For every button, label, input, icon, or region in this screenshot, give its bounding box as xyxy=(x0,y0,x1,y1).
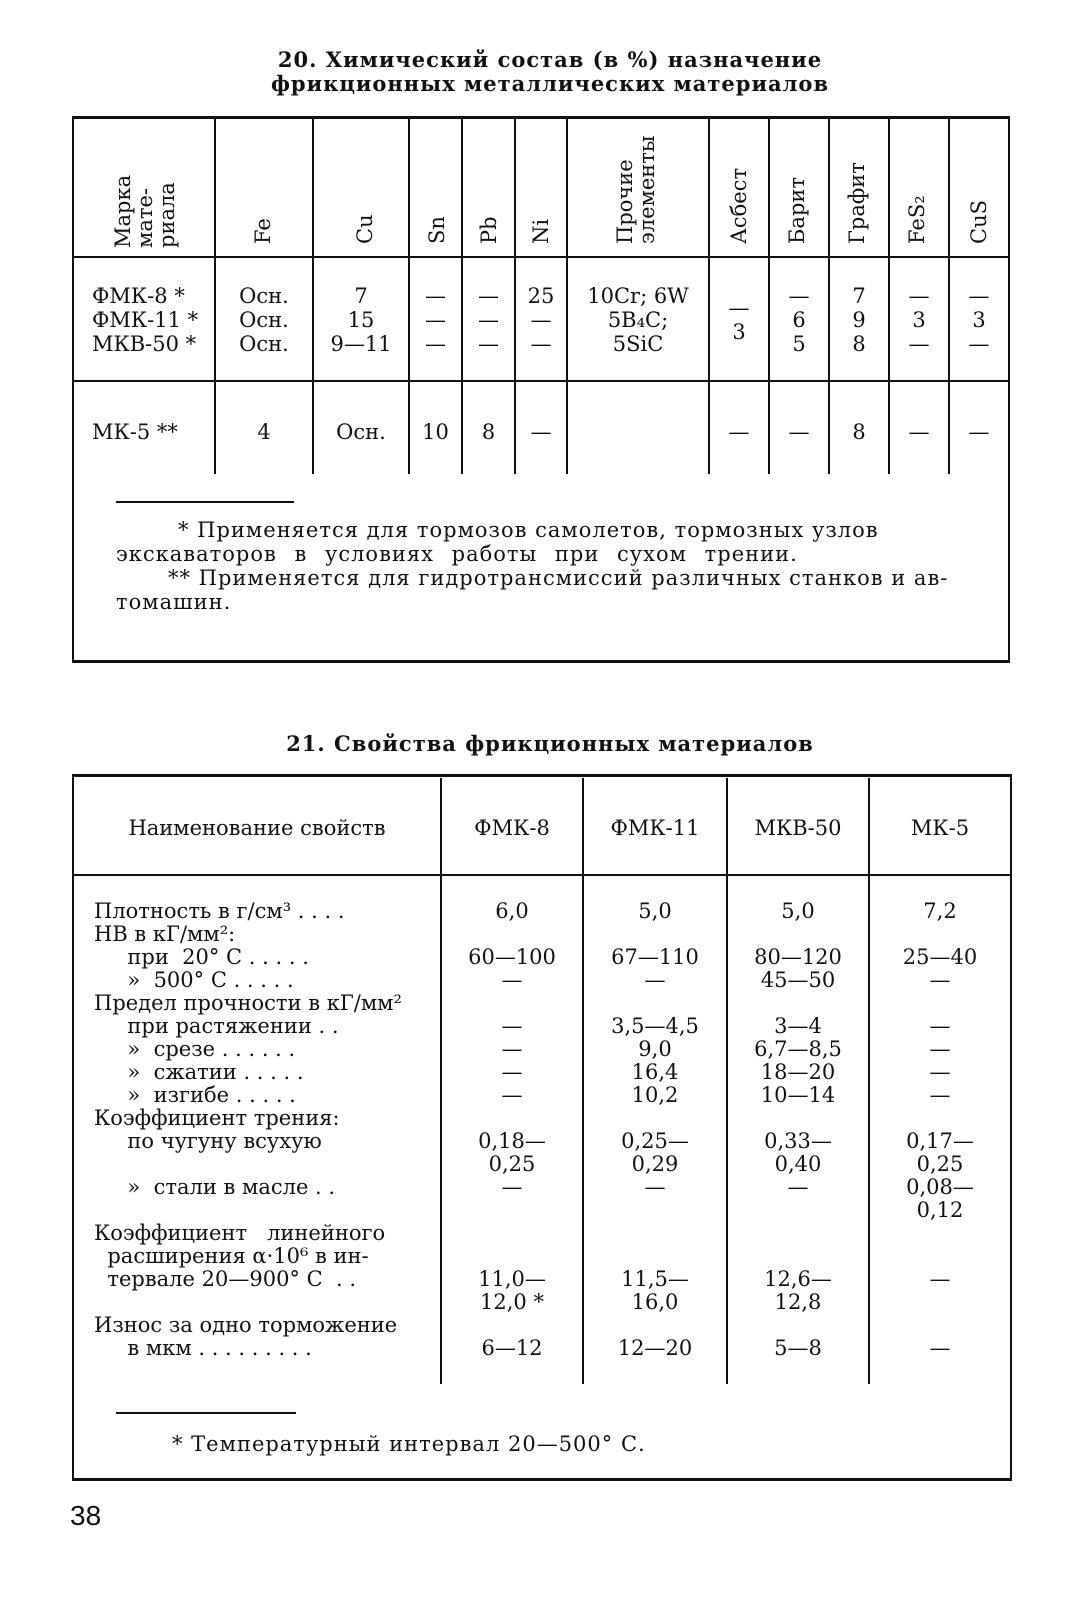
header-brand: Марка мате- риала xyxy=(111,174,179,248)
footnote2-line2: томашин. xyxy=(116,590,232,614)
group2-barit: — xyxy=(788,420,810,444)
header-fes2: FeS₂ xyxy=(905,195,929,244)
header-cus: CuS xyxy=(967,200,991,244)
values-fmk11: 5,0 67—110 — 3,5—4,5 9,0 16,4 10,2 0,25— 0,29 — 11,5— 16,0 12—20 xyxy=(611,899,699,1360)
group1-barit: — 6 5 xyxy=(788,284,810,356)
group1-cu: 7 15 9—11 xyxy=(330,284,392,356)
header-asbest: Асбест xyxy=(727,167,751,244)
group1-asbest: — 3 xyxy=(728,296,750,344)
group2-asbest: — xyxy=(728,420,750,444)
group1-grafit: 7 9 8 xyxy=(852,284,866,356)
footnote1-line1: * Применяется для тормозов самолетов, тормозных узлов xyxy=(178,518,879,542)
header-ni: Ni xyxy=(529,218,553,244)
group2-cus: — xyxy=(968,420,990,444)
group1-cus: — 3 — xyxy=(968,284,990,356)
header-fmk11: ФМК-11 xyxy=(610,816,700,840)
footnote21-rule xyxy=(116,1412,296,1414)
page-number: 38 xyxy=(70,1500,102,1531)
group1-sn: — — — xyxy=(425,284,446,356)
group2-fes2: — xyxy=(908,420,930,444)
header-barit: Барит xyxy=(785,176,809,244)
group2-pb: 8 xyxy=(481,420,496,444)
values-mkv50: 5,0 80—120 45—50 3—4 6,7—8,5 18—20 10—14 0,33— 0,40 — 12,6— 12,8 5—8 xyxy=(754,899,842,1360)
group2-ni: — xyxy=(530,420,552,444)
header-grafit: Графит xyxy=(845,162,869,244)
group1-other: 10Cr; 6W 5B₄C; 5SiC xyxy=(587,284,689,356)
header-fmk8: ФМК-8 xyxy=(474,816,550,840)
group2-fe: 4 xyxy=(257,420,271,444)
table20-title-line2: фрикционных металлических материалов xyxy=(270,71,830,96)
values-mk5: 7,2 25—40 — — — — — 0,17— 0,25 0,08— 0,12 — — xyxy=(902,899,978,1360)
group2-grafit: 8 xyxy=(852,420,866,444)
group1-fe: Осн. Осн. Осн. xyxy=(239,284,289,356)
header-cu: Cu xyxy=(353,214,377,244)
group1-pb: — — — xyxy=(478,284,499,356)
header-pb: Pb xyxy=(477,216,501,244)
group1-brand: ФМК-8 * ФМК-11 * МКВ-50 * xyxy=(92,284,199,356)
table21-title: 21. Свойства фрикционных материалов xyxy=(286,731,814,756)
header-mkv50: МКВ-50 xyxy=(754,816,842,840)
group1-fes2: — 3 — xyxy=(908,284,930,356)
group2-cu: Осн. xyxy=(336,420,386,444)
header-sn: Sn xyxy=(425,216,449,244)
header-mk5: МК-5 xyxy=(910,816,970,840)
header-property-name: Наименование свойств xyxy=(128,816,386,840)
table20-title-line1: 20. Химический состав (в %) назначение xyxy=(277,47,823,72)
property-names: Плотность в г/см³ . . . . HB в кГ/мм²: при 20° С . . . . . » 500° С . . . . . Предел прочности в кГ/мм² при растяжении . . » срезе . . . . . . » сжатии . . . . . » изгибе . . . . . Коэффициент трения: по чугуну всухую » стали в масле . . Коэффициент линейного расширения α·10⁶ в ин- тервале 20—900° С . . Износ за одно торможение в мкм . . . . . . . . . xyxy=(94,899,402,1360)
header-fe: Fe xyxy=(251,218,275,244)
group2-sn: 10 xyxy=(422,420,449,444)
group2-brand: МК-5 ** xyxy=(92,420,178,444)
header-other: Прочие элементы xyxy=(613,135,659,244)
footnote1-line2: экскаваторов в условиях работы при сухом трении. xyxy=(116,542,798,566)
table21-footnote: * Температурный интервал 20—500° С. xyxy=(172,1432,646,1456)
values-fmk8: 6,0 60—100 — — — — — 0,18— 0,25 — 11,0— 12,0 * 6—12 xyxy=(468,899,556,1360)
group1-ni: 25 — — xyxy=(527,284,555,356)
footnote2-line1: ** Применяется для гидротрансмиссий различных станков и ав- xyxy=(168,566,949,590)
footnote-rule xyxy=(116,501,294,503)
